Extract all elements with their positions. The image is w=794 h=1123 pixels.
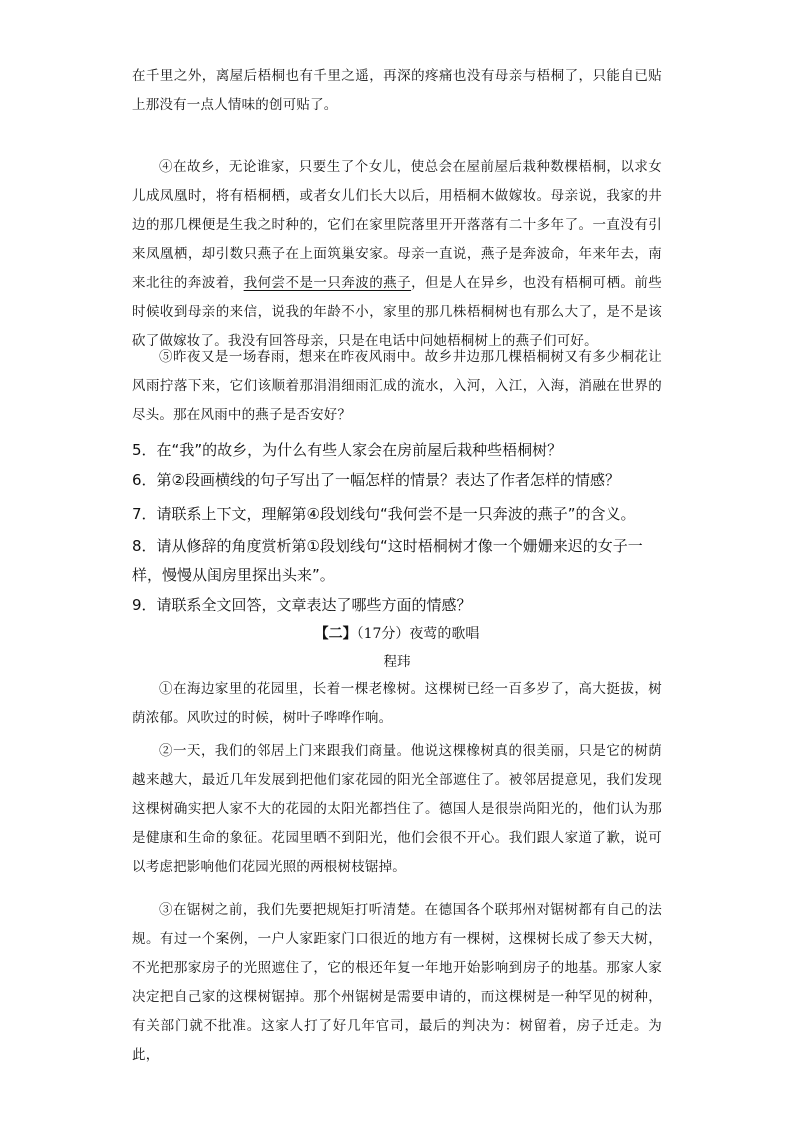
section-2-heading	[132, 624, 662, 644]
section-2-paragraph-3: ③在锯树之前，我们先要把规矩打听清楚。在德国各个联邦州对锯树都有自己的法规。有过一个案例，一户人家距家门口很近的地方有一棵树，这棵树长成了参天大树，不光把那家房子的光照遮住了，它的根还年复一年地开始影响到房子的地基。那家人家决定把自己家的这棵树锯掉。那个州锯树是需要申请的，而这棵树是一种罕见的树种，有关部门就不批准。这家人打了好几年官司，最后的判决为：树留着，房子迁走。为此，	[132, 902, 662, 1063]
section-2-paragraph-1: ①在海边家里的花园里，长着一棵老橡树。这棵树已经一百多岁了，高大挺拔，树荫浓郁。风吹过的时候，树叶子哗哗作响。	[132, 681, 662, 726]
p4-text-after: ，但是人在异乡，也没有梧桐可栖。前些时候收到母亲的来信，说我的年龄不小，家里的那几株梧桐树也有那么大了，是不是该砍了做嫁妆了。我没有回答母亲，只是在电话中问她梧桐树上的燕子们可好。	[132, 275, 663, 349]
section-2-title: 夜莺的歌唱	[409, 626, 480, 642]
section-2-score: （17分）	[356, 626, 410, 642]
question-7: 7．请联系上下文，理解第④段划线句“我何尝不是一只奔波的燕子”的含义。	[132, 505, 636, 523]
section-2-author: 程玮	[383, 654, 411, 670]
question-5: 5．在“我”的故乡，为什么有些人家会在房前屋后栽种些梧桐树？	[132, 441, 563, 459]
section-2-paragraph-2: ②一天，我们的邻居上门来跟我们商量。他说这棵橡树真的很美丽，只是它的树荫越来越大，最近几年发展到把他们家花园的阳光全部遮住了。被邻居提意见，我们发现这棵树确实把人家不大的花园的太阳光都挡住了。德国人是很崇尚阳光的，他们认为那是健康和生命的象征。花园里晒不到阳光，他们会很不开心。我们跟人家道了歉，说可以考虑把影响他们花园光照的两根树枝锯掉。	[132, 743, 662, 875]
section-2-bracket: 【二】	[314, 626, 357, 642]
passage1-paragraph-4	[132, 153, 662, 356]
passage1-continuation: 在千里之外，离屋后梧桐也有千里之遥，再深的疼痛也没有母亲与梧桐了，只能自已贴上那没有一点人情味的创可贴了。	[132, 68, 662, 113]
passage1-paragraph-5: ⑤昨夜又是一场春雨，想来在昨夜风雨中。故乡井边那几棵梧桐树又有多少桐花让风雨拧落下来，它们该顺着那涓涓细雨汇成的流水，入河，入江，入海，消融在世界的尽头。那在风雨中的燕子是否安好？	[132, 349, 662, 423]
p4-underlined-sentence: 我何尝不是一只奔波的燕子	[243, 275, 412, 291]
question-9: 9．请联系全文回答，文章表达了哪些方面的情感？	[132, 596, 472, 614]
question-8: 8．请从修辞的角度赏析第①段划线句“这时梧桐树才像一个姗姗来迟的女子一样，慢慢从闺房里探出头来”。	[132, 537, 643, 584]
question-6: 6．第②段画横线的句子写出了一幅怎样的情景？表达了作者怎样的情感？	[132, 471, 620, 489]
p4-text-before: ④在故乡，无论谁家，只要生了个女儿，使总会在屋前屋后栽种数棵梧桐，以求女儿成凤凰时，将有梧桐栖，或者女儿们长大以后，用梧桐木做嫁妆。母亲说，我家的井边的那几棵便是生我之时种的，它们在家里院落里开开落落有二十多年了。一直没有引来凤凰栖，却引数只燕子在上面筑巢安家。母亲一直说，燕子是奔波命，年来年去，南来北往的奔波着，	[132, 159, 662, 291]
